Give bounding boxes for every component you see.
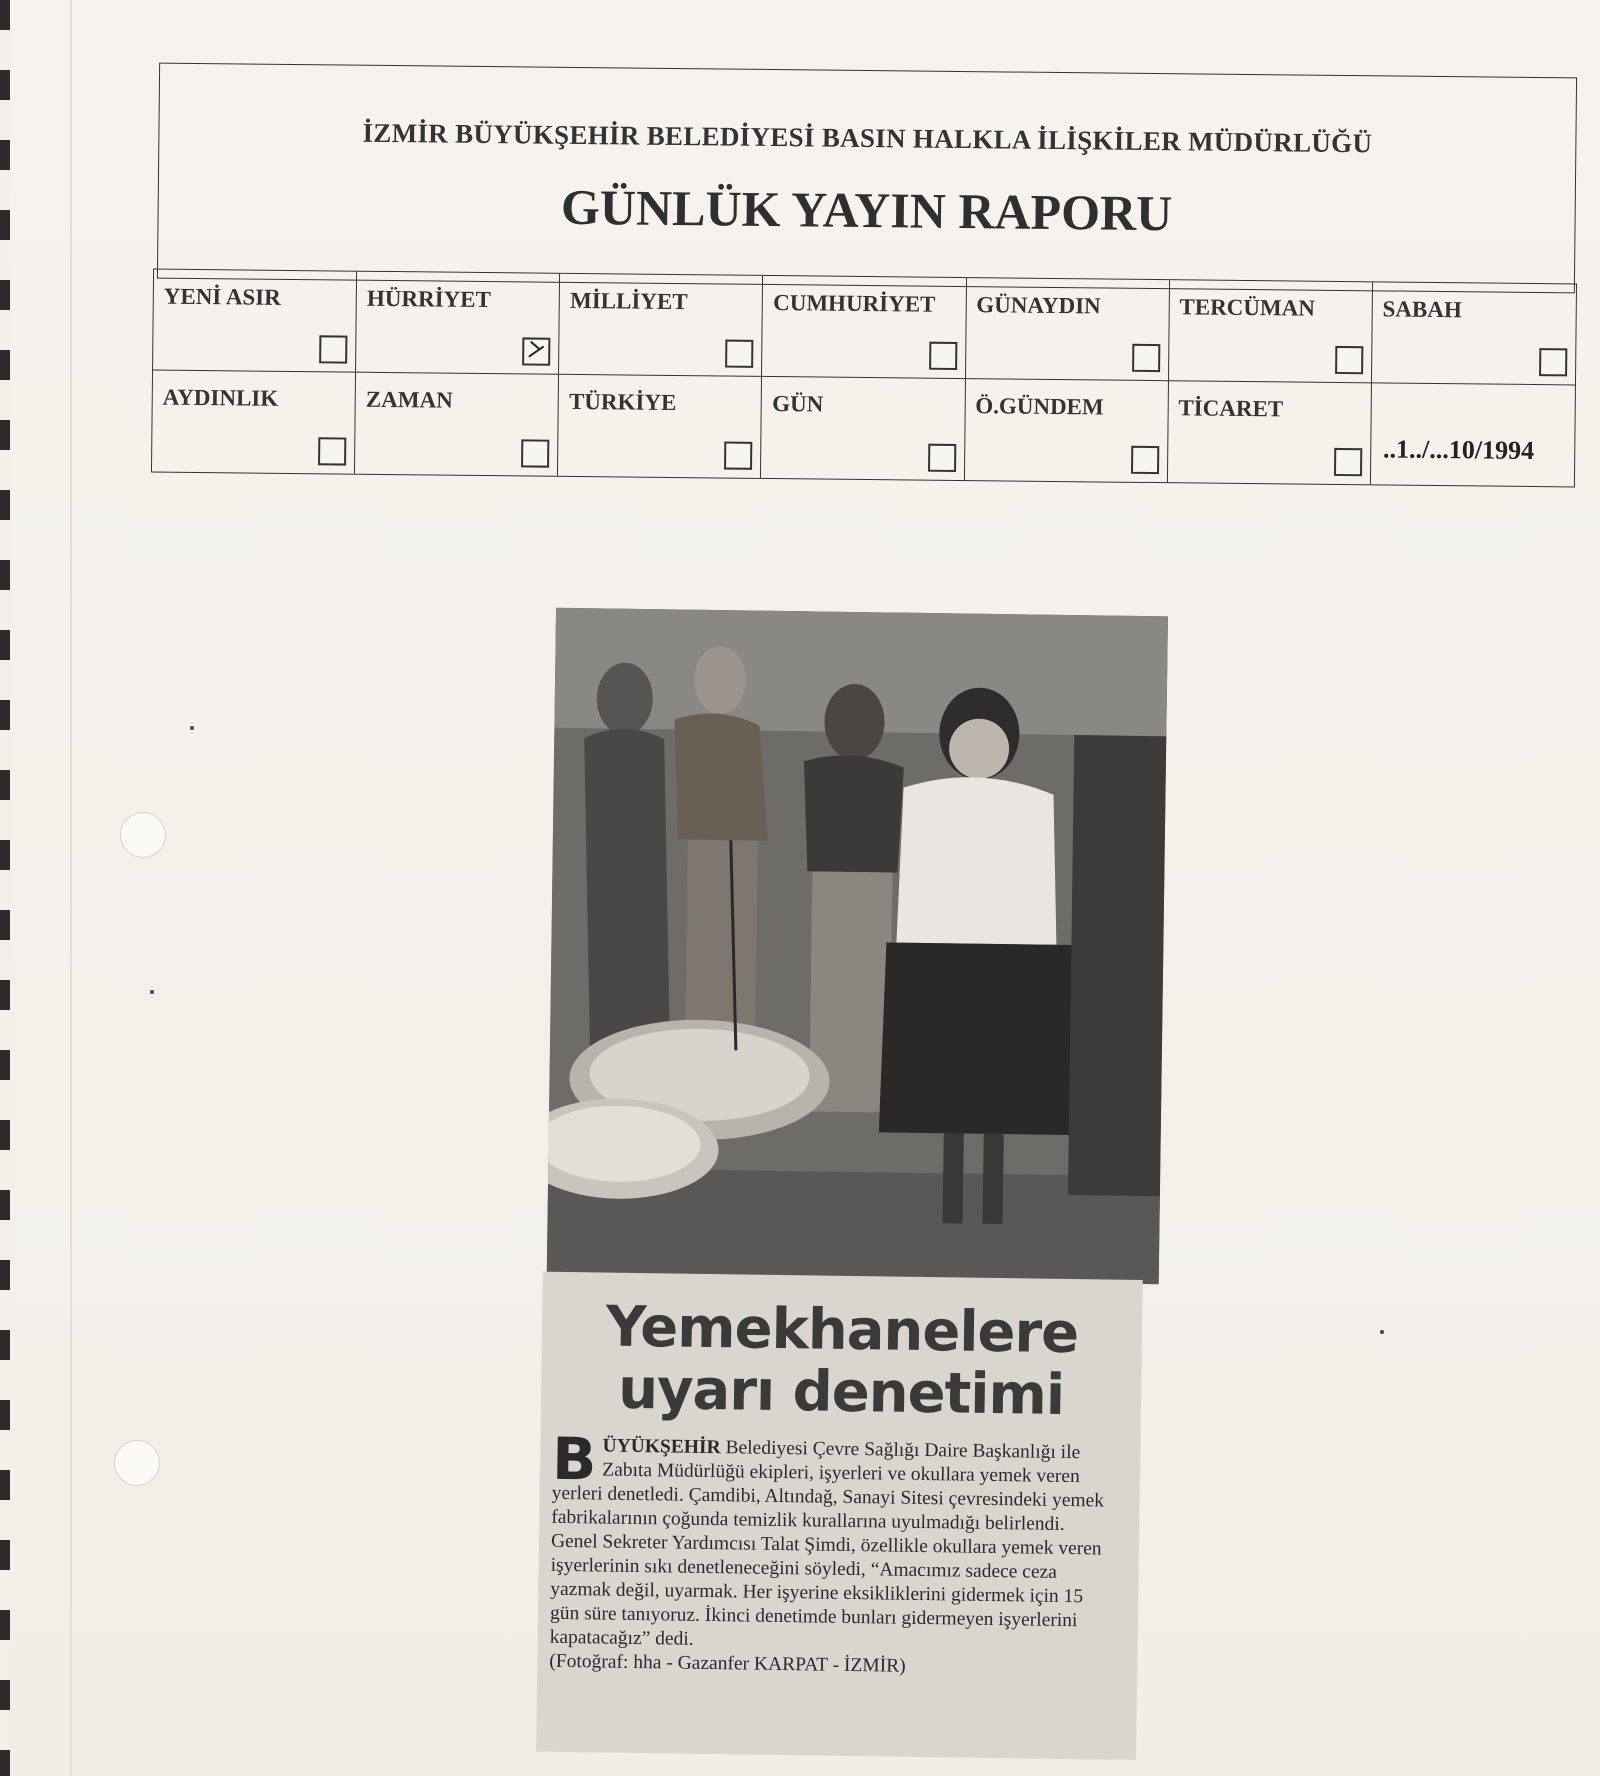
newspaper-cell bbox=[153, 270, 357, 373]
article-photo bbox=[547, 608, 1168, 1284]
newspaper-checkbox[interactable] bbox=[1131, 446, 1159, 474]
headline-line-2: uyarı denetimi bbox=[617, 1356, 1065, 1428]
newspaper-cell bbox=[1168, 381, 1372, 484]
newspaper-checkbox[interactable] bbox=[1335, 346, 1363, 374]
newspaper-checkbox[interactable] bbox=[318, 437, 346, 465]
newspaper-checkbox[interactable] bbox=[724, 442, 752, 470]
newspaper-label: TİCARET bbox=[1178, 395, 1284, 422]
newspaper-cell bbox=[558, 375, 762, 478]
newspaper-label: TÜRKİYE bbox=[568, 388, 677, 416]
newspaper-label: HÜRRİYET bbox=[366, 285, 492, 313]
newspaper-checkbox[interactable] bbox=[1334, 448, 1362, 476]
newspaper-cell bbox=[966, 278, 1170, 381]
newspaper-checkbox[interactable] bbox=[726, 340, 754, 368]
newspaper-cell bbox=[1372, 282, 1576, 385]
newspaper-cell bbox=[964, 379, 1168, 482]
newspaper-label: GÜN bbox=[772, 391, 824, 417]
newspaper-cell bbox=[356, 272, 560, 375]
newspaper-cell bbox=[559, 274, 763, 377]
punch-hole-bottom bbox=[114, 1440, 160, 1486]
newspaper-checkbox[interactable] bbox=[928, 444, 956, 472]
newspaper-checkbox[interactable] bbox=[1539, 348, 1567, 376]
newspaper-cell bbox=[152, 371, 356, 474]
date-cell bbox=[1371, 383, 1575, 486]
newspaper-cell bbox=[762, 276, 966, 379]
drop-cap: B bbox=[551, 1424, 597, 1494]
newspaper-checkbox-checked[interactable] bbox=[522, 337, 550, 365]
newspaper-label: MİLLİYET bbox=[569, 287, 688, 315]
headline-line-1: Yemekhanelere bbox=[605, 1294, 1079, 1367]
organization-name: İZMİR BÜYÜKŞEHİR BELEDİYESİ BASIN HALKLA İLİŞKİLER MÜDÜRLÜĞÜ bbox=[362, 117, 1373, 159]
punch-hole-top bbox=[120, 812, 166, 858]
article bbox=[536, 1272, 1143, 1760]
photo-illustration bbox=[547, 608, 1168, 1284]
report-date: ..1../...10/1994 bbox=[1382, 434, 1535, 466]
report-header bbox=[157, 63, 1577, 294]
newspaper-label: Ö.GÜNDEM bbox=[975, 393, 1104, 420]
newspaper-clipping bbox=[540, 608, 1168, 1766]
sleeve-fold bbox=[70, 0, 72, 1776]
newspaper-label: SABAH bbox=[1382, 296, 1462, 323]
report-title: GÜNLÜK YAYIN RAPORU bbox=[560, 178, 1173, 242]
newspaper-cell bbox=[761, 377, 965, 480]
photo-credit: (Fotoğraf: hha - Gazanfer KARPAT - İZMİR) bbox=[549, 1650, 906, 1677]
paper-speck bbox=[190, 726, 194, 730]
newspaper-label: YENİ ASIR bbox=[163, 283, 281, 310]
article-headline bbox=[541, 1296, 1143, 1428]
newspaper-cell bbox=[1169, 280, 1373, 383]
newspaper-checkbox[interactable] bbox=[929, 342, 957, 370]
newspaper-checklist bbox=[151, 269, 1577, 488]
newspaper-label: TERCÜMAN bbox=[1179, 294, 1316, 321]
newspaper-label: AYDINLIK bbox=[162, 384, 279, 411]
newspaper-checkbox[interactable] bbox=[1132, 344, 1160, 372]
binder-edge bbox=[0, 0, 10, 1776]
newspaper-checkbox[interactable] bbox=[521, 439, 549, 467]
newspaper-checkbox[interactable] bbox=[319, 335, 347, 363]
newspaper-label: ZAMAN bbox=[365, 386, 453, 413]
newspaper-cell bbox=[355, 373, 559, 476]
newspaper-label: GÜNAYDIN bbox=[976, 292, 1101, 319]
newspaper-label: CUMHURİYET bbox=[773, 290, 936, 317]
article-body bbox=[549, 1424, 1116, 1682]
lead-word: ÜYÜKŞEHİR bbox=[602, 1435, 721, 1459]
article-body-text: Belediyesi Çevre Sağlığı Daire Başkanlığı ile Zabıta Müdürlüğü ekipleri, işyerleri ve okullara yemek veren yerleri denetledi. Çamdibi, Altındağ, Sanayi Sitesi çevresindeki yemek fabrikalarının çoğunda temizlik kurallarına uyulmadığı belirlendi. Genel Sekreter Yardımcısı Talat Şimdi, özellikle okullara yemek veren işyerlerinin sıkı denetleneceğini söyledi, “Amacımız sadece ceza yazmak değil, uyarmak. Her işyerine eksikliklerini gidermek için 15 gün süre tanıyoruz. İkinci denetimde bunları gidermeyen işyerlerini kapatacağız” dedi. bbox=[549, 1437, 1105, 1650]
paper-speck bbox=[150, 990, 154, 994]
paper-speck bbox=[1380, 1330, 1384, 1334]
